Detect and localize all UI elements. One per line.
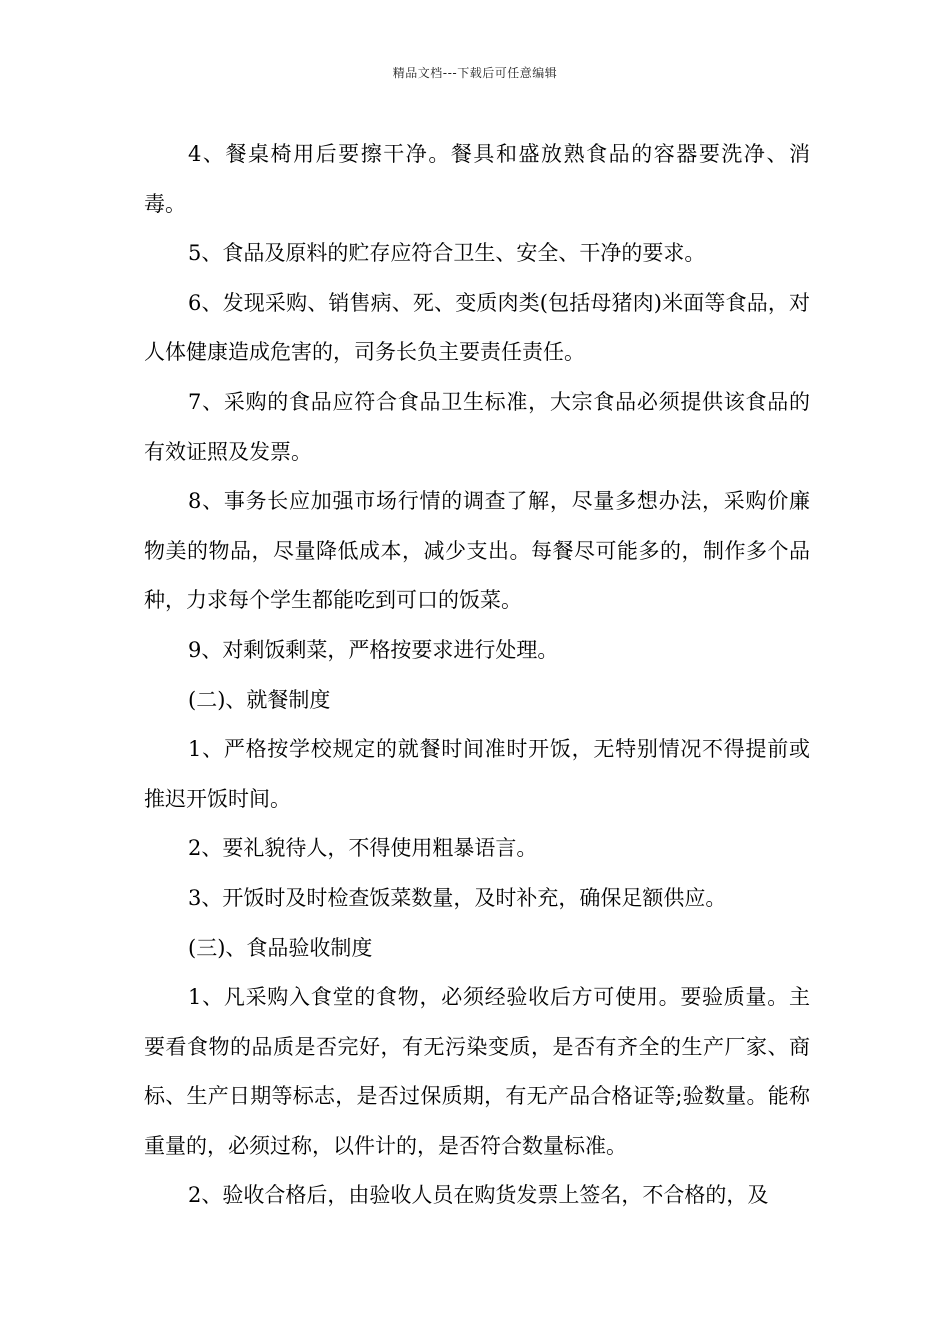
- rule-item-8: 8、事务长应加强市场行情的调查了解，尽量多想办法，采购价廉物美的物品，尽量降低成本，减少支出。每餐尽可能多的，制作多个品种，力求每个学生都能吃到可口的饭菜。: [144, 489, 810, 613]
- dining-rule-2: 2、要礼貌待人，不得使用粗暴语言。: [188, 836, 538, 861]
- rule-item-4: 4、餐桌椅用后要擦干净。餐具和盛放熟食品的容器要洗净、消毒。: [144, 142, 810, 216]
- inspection-rule-2: 2、验收合格后，由验收人员在购货发票上签名，不合格的，及: [188, 1183, 769, 1208]
- section-heading-dining: (二)、就餐制度: [188, 687, 331, 712]
- inspection-rule-1: 1、凡采购入食堂的食物，必须经验收后方可使用。要验质量。主要看食物的品质是否完好，有无污染变质，是否有齐全的生产厂家、商标、生产日期等标志，是否过保质期，有无产品合格证等;验数量。能称重量的，必须过称，以件计的，是否符合数量标准。: [144, 985, 810, 1158]
- rule-item-7: 7、采购的食品应符合食品卫生标准，大宗食品必须提供该食品的有效证照及发票。: [144, 389, 810, 464]
- document-body: [144, 130, 810, 1221]
- rule-item-6: 6、发现采购、销售病、死、变质肉类(包括母猪肉)米面等食品，对人体健康造成危害的，司务长负主要责任责任。: [144, 290, 810, 365]
- section-heading-inspection: (三)、食品验收制度: [188, 935, 373, 960]
- dining-rule-1: 1、严格按学校规定的就餐时间准时开饭，无特别情况不得提前或推迟开饭时间。: [144, 737, 810, 811]
- rule-item-9: 9、对剩饭剩菜，严格按要求进行处理。: [188, 637, 559, 662]
- page-header: 精品文档---下载后可任意编辑: [392, 66, 558, 80]
- rule-item-5: 5、食品及原料的贮存应符合卫生、安全、干净的要求。: [188, 241, 706, 266]
- dining-rule-3: 3、开饭时及时检查饭菜数量，及时补充，确保足额供应。: [188, 885, 727, 910]
